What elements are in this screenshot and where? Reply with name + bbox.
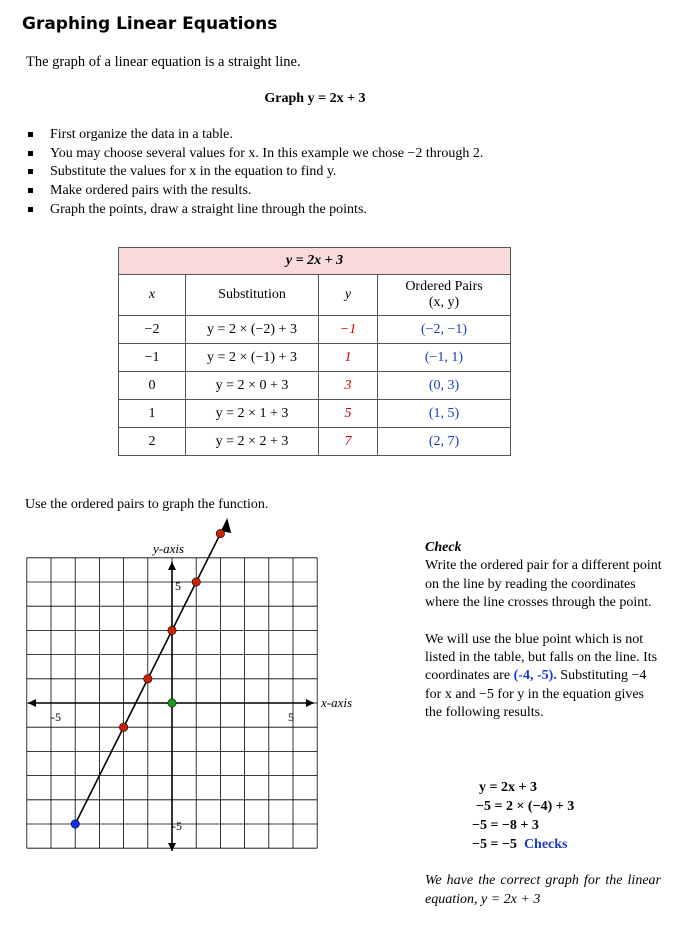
arrow-left-icon <box>28 699 36 707</box>
list-item: Substitute the values for x in the equation to find y. <box>28 163 483 182</box>
check-section <box>425 539 663 723</box>
header-substitution: Substitution <box>186 275 319 316</box>
bullet-icon <box>28 132 33 137</box>
equation-line: −5 = 2 × (−4) + 3 <box>476 799 575 814</box>
tick-label-y-neg: -5 <box>172 819 182 833</box>
table-row: 2 y = 2 × 2 + 3 7 (2, 7) <box>119 428 511 456</box>
table-row: −2 y = 2 × (−2) + 3 −1 (−2, −1) <box>119 316 511 344</box>
equation-line: y = 2x + 3 <box>479 780 537 795</box>
arrow-down-icon <box>168 843 176 851</box>
list-item: Make ordered pairs with the results. <box>28 182 483 201</box>
graph-line <box>75 520 227 824</box>
plot-point <box>119 723 127 731</box>
plot-point <box>168 699 176 707</box>
check-heading: Check <box>425 540 462 555</box>
y-axis-label: y-axis <box>153 541 185 556</box>
equation-line: −5 = −8 + 3 <box>472 818 539 833</box>
tick-label-x-neg: -5 <box>51 710 61 724</box>
graph-axes <box>28 518 314 851</box>
list-item: First organize the data in a table. <box>28 126 483 145</box>
use-pairs-text: Use the ordered pairs to graph the function. <box>25 497 269 512</box>
page-title: Graphing Linear Equations <box>22 14 278 34</box>
list-item: You may choose several values for x. In this example we chose −2 through 2. <box>28 145 483 164</box>
coordinate-graph <box>0 515 380 860</box>
plot-point <box>144 675 152 683</box>
bullet-icon <box>28 169 33 174</box>
x-axis-label: x-axis <box>321 695 353 710</box>
bullet-icon <box>28 151 33 156</box>
graph-equation-label: Graph y = 2x + 3 <box>264 91 366 106</box>
steps-list <box>28 126 483 219</box>
plot-point <box>216 529 224 537</box>
header-ordered-pairs: Ordered Pairs (x, y) <box>378 275 511 316</box>
table-row: 1 y = 2 × 1 + 3 5 (1, 5) <box>119 400 511 428</box>
intro-text: The graph of a linear equation is a straight line. <box>26 54 301 70</box>
header-x: x <box>119 275 186 316</box>
bullet-icon <box>28 188 33 193</box>
plot-point <box>71 820 79 828</box>
table-row: −1 y = 2 × (−1) + 3 1 (−1, 1) <box>119 344 511 372</box>
values-table <box>118 247 511 456</box>
header-y: y <box>319 275 378 316</box>
arrow-right-icon <box>306 699 314 707</box>
equation-line: −5 = −5 Checks <box>472 837 568 852</box>
check-paragraph-2: We will use the blue point which is not listed in the table, but falls on the line. Its coordinates are (-4, -5). Substituting −4 for x and −5 for y in the equation gives the following results. <box>425 631 658 721</box>
bullet-icon <box>28 207 33 212</box>
blue-point-coords: (-4, -5). <box>513 668 557 684</box>
check-paragraph-1: Write the ordered pair for a different point on the line by reading the coordinates where the line crosses through the point. <box>425 558 662 611</box>
list-item: Graph the points, draw a straight line through the points. <box>28 201 483 220</box>
arrow-up-icon <box>168 562 176 570</box>
closing-text: We have the correct graph for the linear equation, y = 2x + 3 <box>425 873 661 907</box>
table-row: 0 y = 2 × 0 + 3 3 (0, 3) <box>119 372 511 400</box>
tick-label-y-pos: 5 <box>175 579 181 593</box>
tick-label-x-pos: 5 <box>288 710 294 724</box>
plot-point <box>192 578 200 586</box>
plot-point <box>168 626 176 634</box>
check-equations <box>468 778 575 854</box>
table-title: y = 2x + 3 <box>119 248 511 275</box>
checks-label: Checks <box>523 837 568 852</box>
